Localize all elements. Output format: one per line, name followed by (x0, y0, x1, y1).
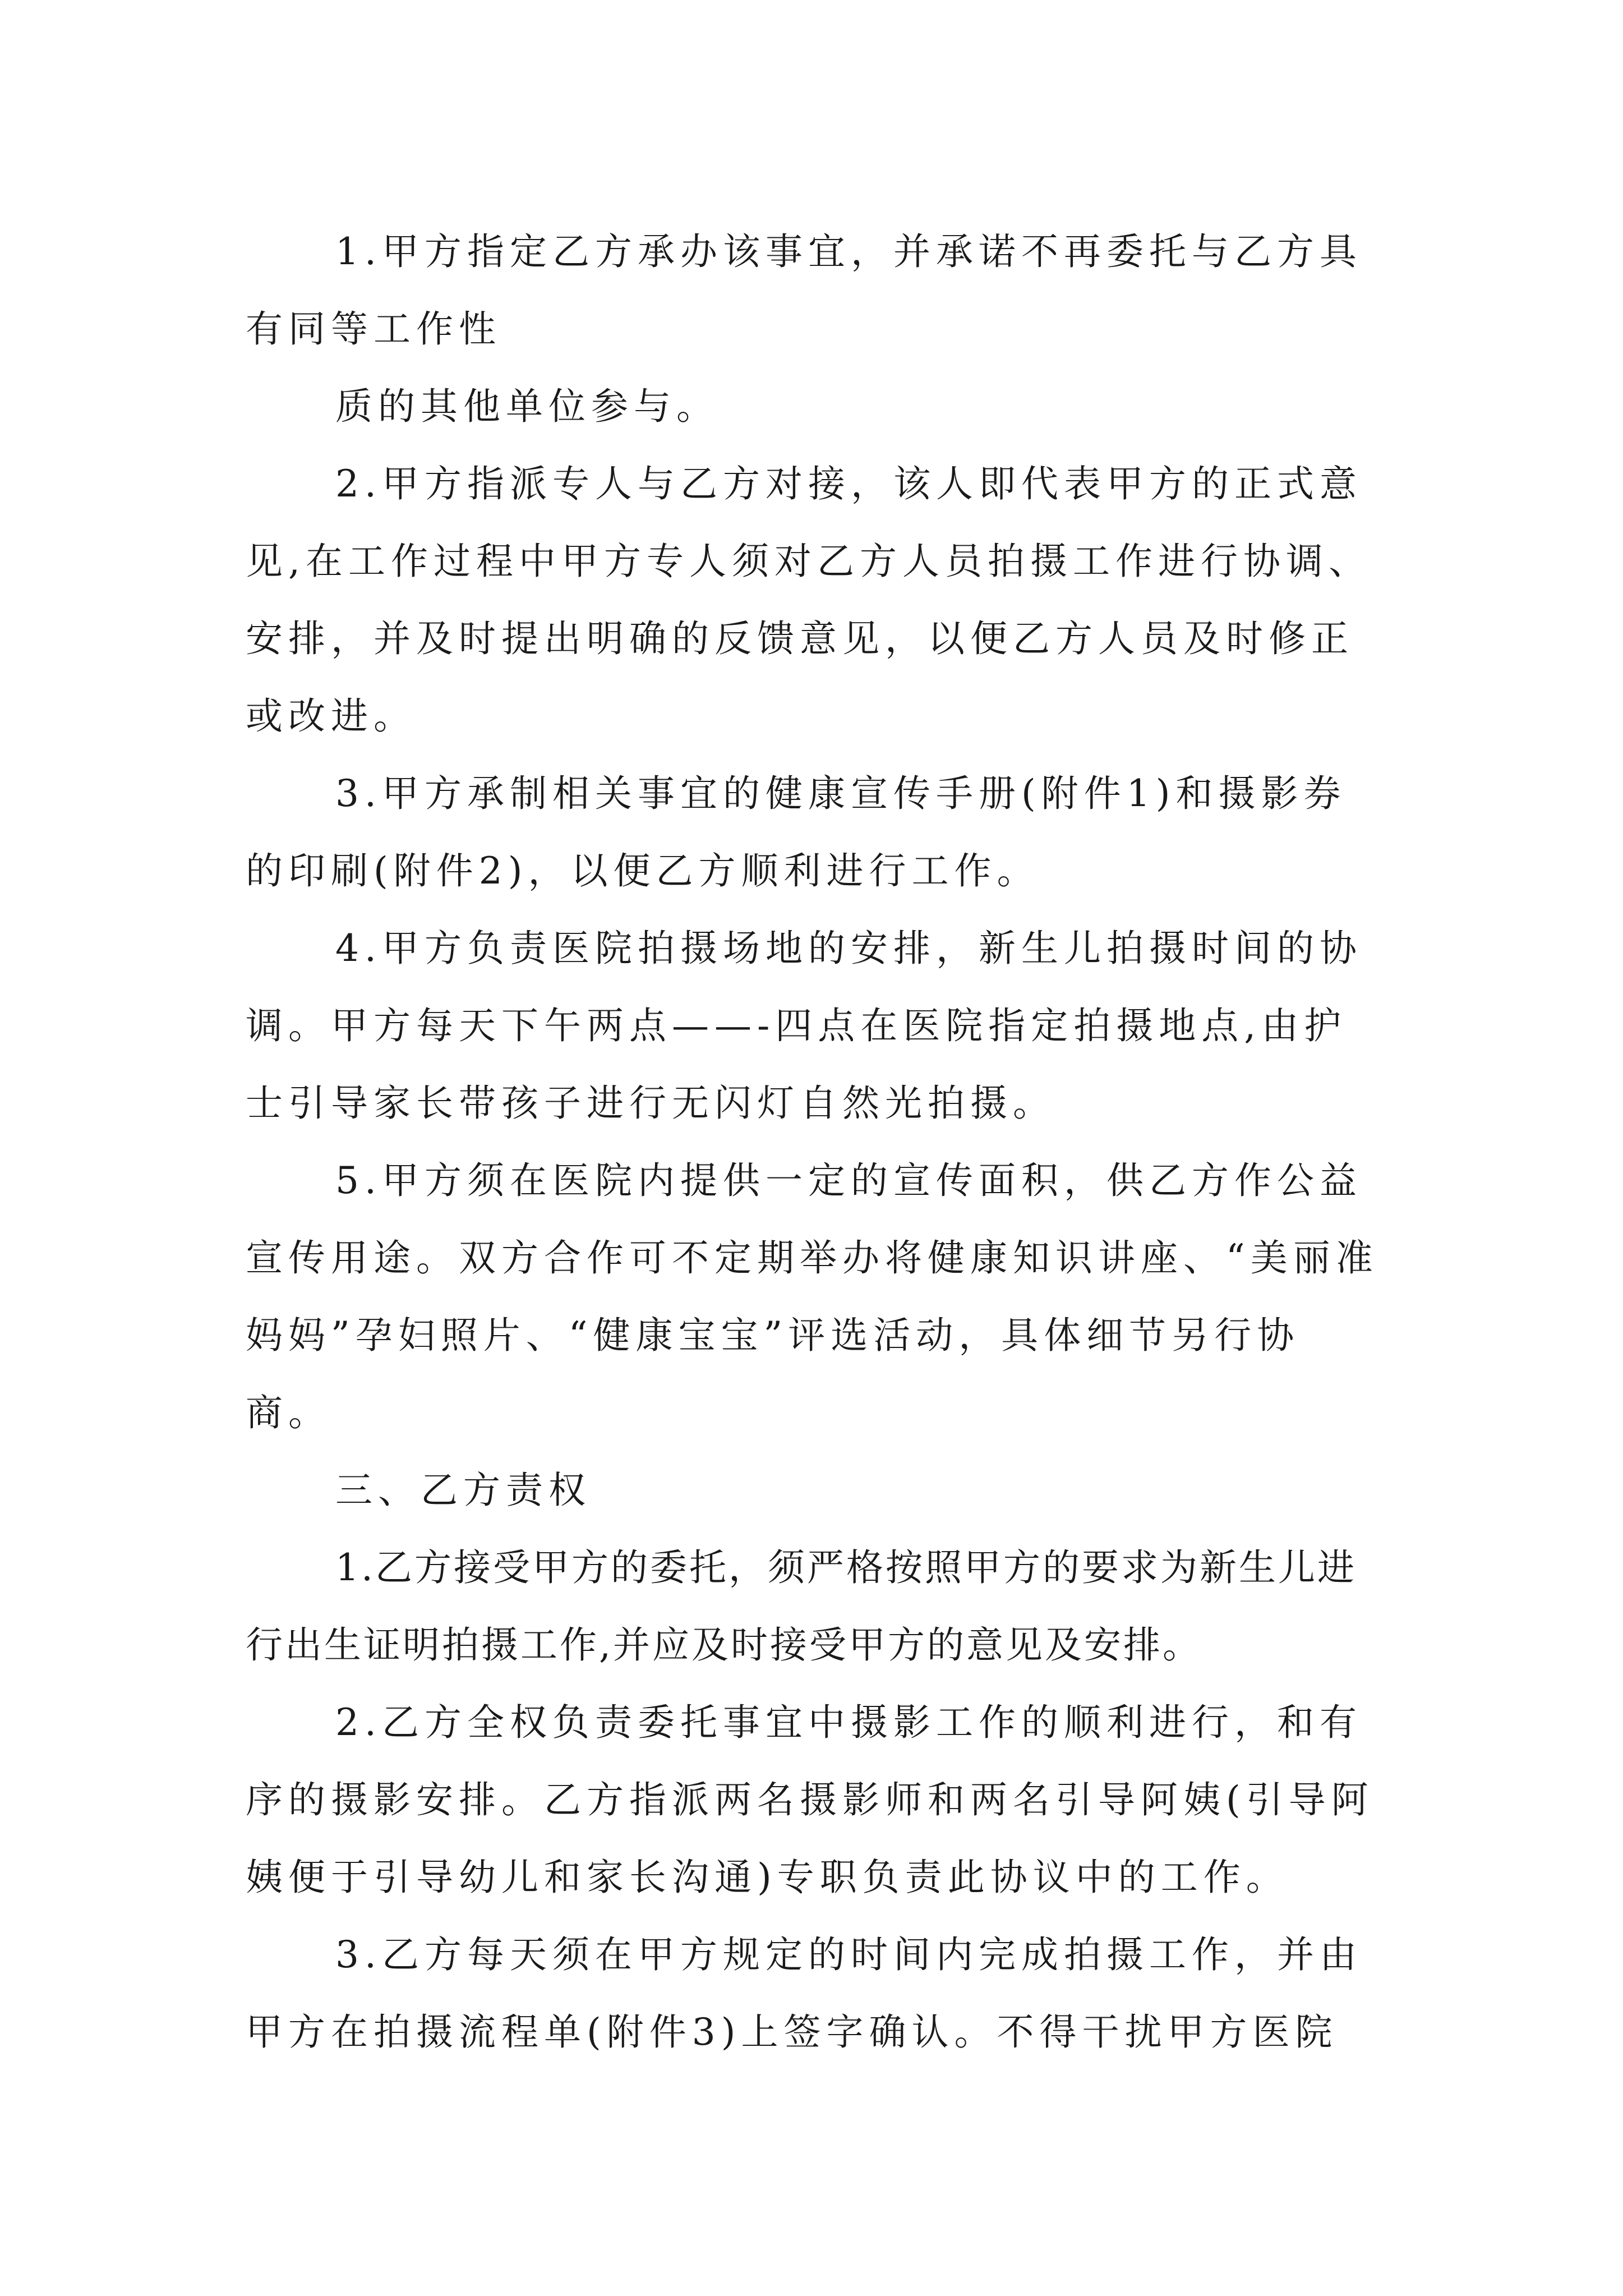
paragraph-5: 4.甲方负责医院拍摄场地的安排，新生儿拍摄时间的协调。甲方每天下午两点——-四点在医院指定拍摄地点,由护士引导家长带孩子进行无闪灯自然光拍摄。 (246, 927, 1362, 1125)
paragraph-7: 1.乙方接受甲方的委托，须严格按照甲方的要求为新生儿进行出生证明拍摄工作,并应及时接受甲方的意见及安排。 (246, 1546, 1357, 1667)
paragraph-3: 2.甲方指派专人与乙方对接，该人即代表甲方的正式意见,在工作过程中甲方专人须对乙方人员拍摄工作进行协调、安排，并及时提出明确的反馈意见，以便乙方人员及时修正或改进。 (246, 462, 1371, 738)
paragraph-9: 3.乙方每天须在甲方规定的时间内完成拍摄工作，并由甲方在拍摄流程单(附件3)上签字确认。不得干扰甲方医院 (246, 1933, 1362, 2054)
paragraph-6: 5.甲方须在医院内提供一定的宣传面积，供乙方作公益宣传用途。双方合作可不定期举办将健康知识讲座、“美丽准妈妈”孕妇照片、“健康宝宝”评选活动，具体细节另行协商。 (246, 1159, 1378, 1434)
document-body (246, 213, 1378, 2071)
section-heading: 三、乙方责权 (335, 1469, 591, 1512)
paragraph-8: 2.乙方全权负责委托事宜中摄影工作的顺利进行，和有序的摄影安排。乙方指派两名摄影师和两名引导阿姨(引导阿姨便于引导幼儿和家长沟通)专职负责此协议中的工作。 (246, 1701, 1374, 1899)
paragraph-1: 1.甲方指定乙方承办该事宜，并承诺不再委托与乙方具有同等工作性 (246, 230, 1362, 351)
paragraph-2: 质的其他单位参与。 (335, 385, 719, 428)
paragraph-4: 3.甲方承制相关事宜的健康宣传手册(附件1)和摄影券的印刷(附件2)，以便乙方顺利进行工作。 (246, 772, 1347, 892)
